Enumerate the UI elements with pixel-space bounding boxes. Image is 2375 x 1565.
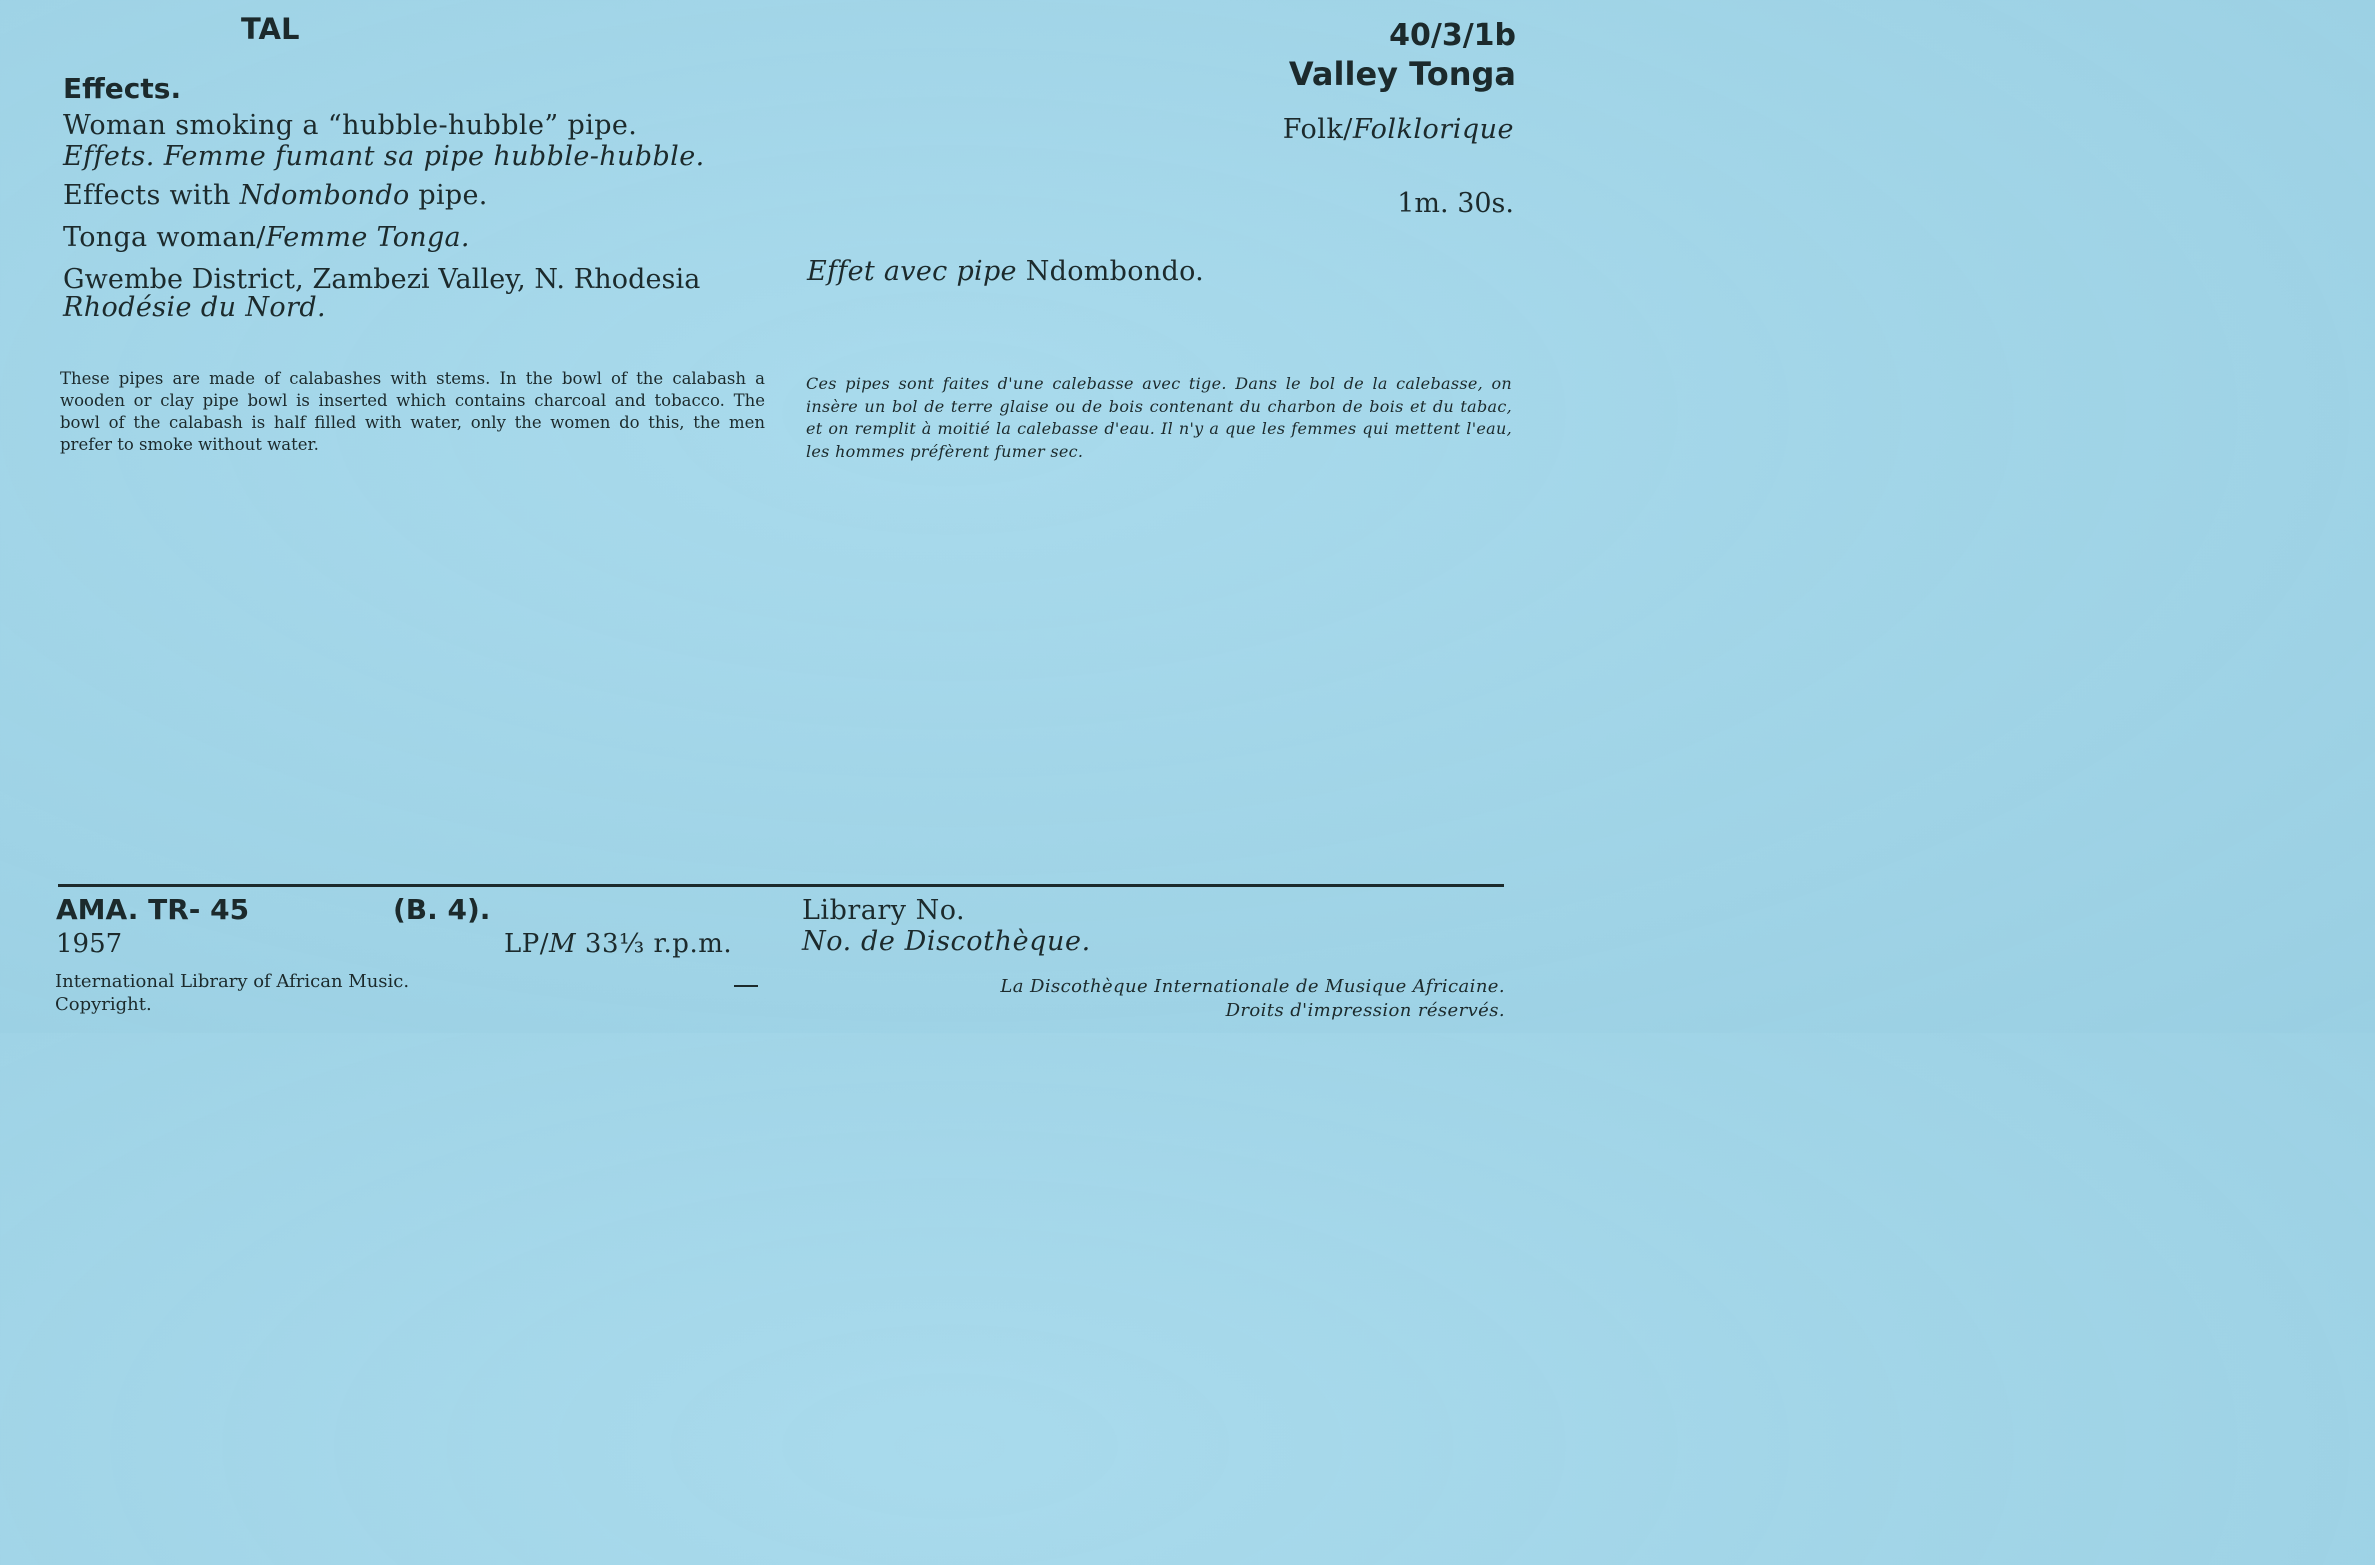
title-line-2-term: Ndombondo (239, 180, 410, 211)
footer-divider (58, 884, 1504, 887)
performer-en: Tonga woman/ (63, 222, 266, 253)
french-title-prefix: Effet avec pipe (807, 256, 1026, 287)
title-line-2 (63, 180, 488, 211)
title-line-1: Woman smoking a “hubble-hubble” pipe. (63, 110, 638, 141)
description-french: Ces pipes sont faites d'une calebasse avec tige. Dans le bol de la calebasse, on insère un bol de terre glaise ou de bois contenant du charbon de bois et du tabac, et on remplit à moitié la calebasse d'eau. Il n'y a que les femmes qui mettent l'eau, les hommes préfèrent fumer sec. (806, 374, 1512, 461)
format-m: M (549, 929, 577, 959)
publisher-fr-line-1: La Discothèque Internationale de Musique Africaine. (1000, 976, 1505, 997)
duration: 1m. 30s. (1397, 188, 1514, 219)
record-side: (B. 4). (393, 893, 491, 926)
title-line-2-suffix: pipe. (409, 180, 488, 211)
location-en: Gwembe District, Zambezi Valley, N. Rhodesia (63, 264, 701, 295)
publisher-fr-line-2: Droits d'impression réservés. (1225, 1000, 1505, 1021)
format-speed: 33⅓ r.p.m. (576, 929, 733, 959)
location-fr: Rhodésie du Nord. (63, 292, 326, 323)
performer-fr: Femme Tonga. (265, 222, 470, 253)
genre-en: Folk/ (1282, 114, 1353, 145)
genre (1283, 114, 1514, 145)
title-heading: Effects. (63, 72, 182, 105)
french-title (807, 256, 1204, 287)
description-english: These pipes are made of calabashes with stems. In the bowl of the calabash a wooden or clay pipe bowl is inserted which contains charcoal and tobacco. The bowl of the calabash is half filled with water, only the women do this, the men prefer to smoke without water. (60, 369, 765, 454)
title-line-2-prefix: Effects with (63, 180, 240, 211)
series-code: TAL (241, 12, 300, 46)
record-year: 1957 (56, 929, 123, 959)
genre-fr: Folklorique (1352, 114, 1514, 145)
french-title-term: Ndombondo. (1025, 256, 1205, 287)
library-no-fr: No. de Discothèque. (802, 926, 1091, 957)
record-id: AMA. TR- 45 (56, 893, 250, 926)
performer-line (63, 222, 470, 253)
people-name: Valley Tonga (1288, 55, 1516, 93)
publisher-en-line-2: Copyright. (55, 994, 152, 1015)
catalog-number: 40/3/1b (1389, 18, 1516, 53)
title-line-1-fr: Effets. Femme fumant sa pipe hubble-hubble. (63, 141, 705, 172)
record-format (504, 929, 732, 959)
publisher-en-line-1: International Library of African Music. (55, 971, 410, 992)
library-no-en: Library No. (802, 895, 966, 926)
footer-dash (734, 985, 758, 987)
format-prefix: LP/ (504, 929, 550, 959)
